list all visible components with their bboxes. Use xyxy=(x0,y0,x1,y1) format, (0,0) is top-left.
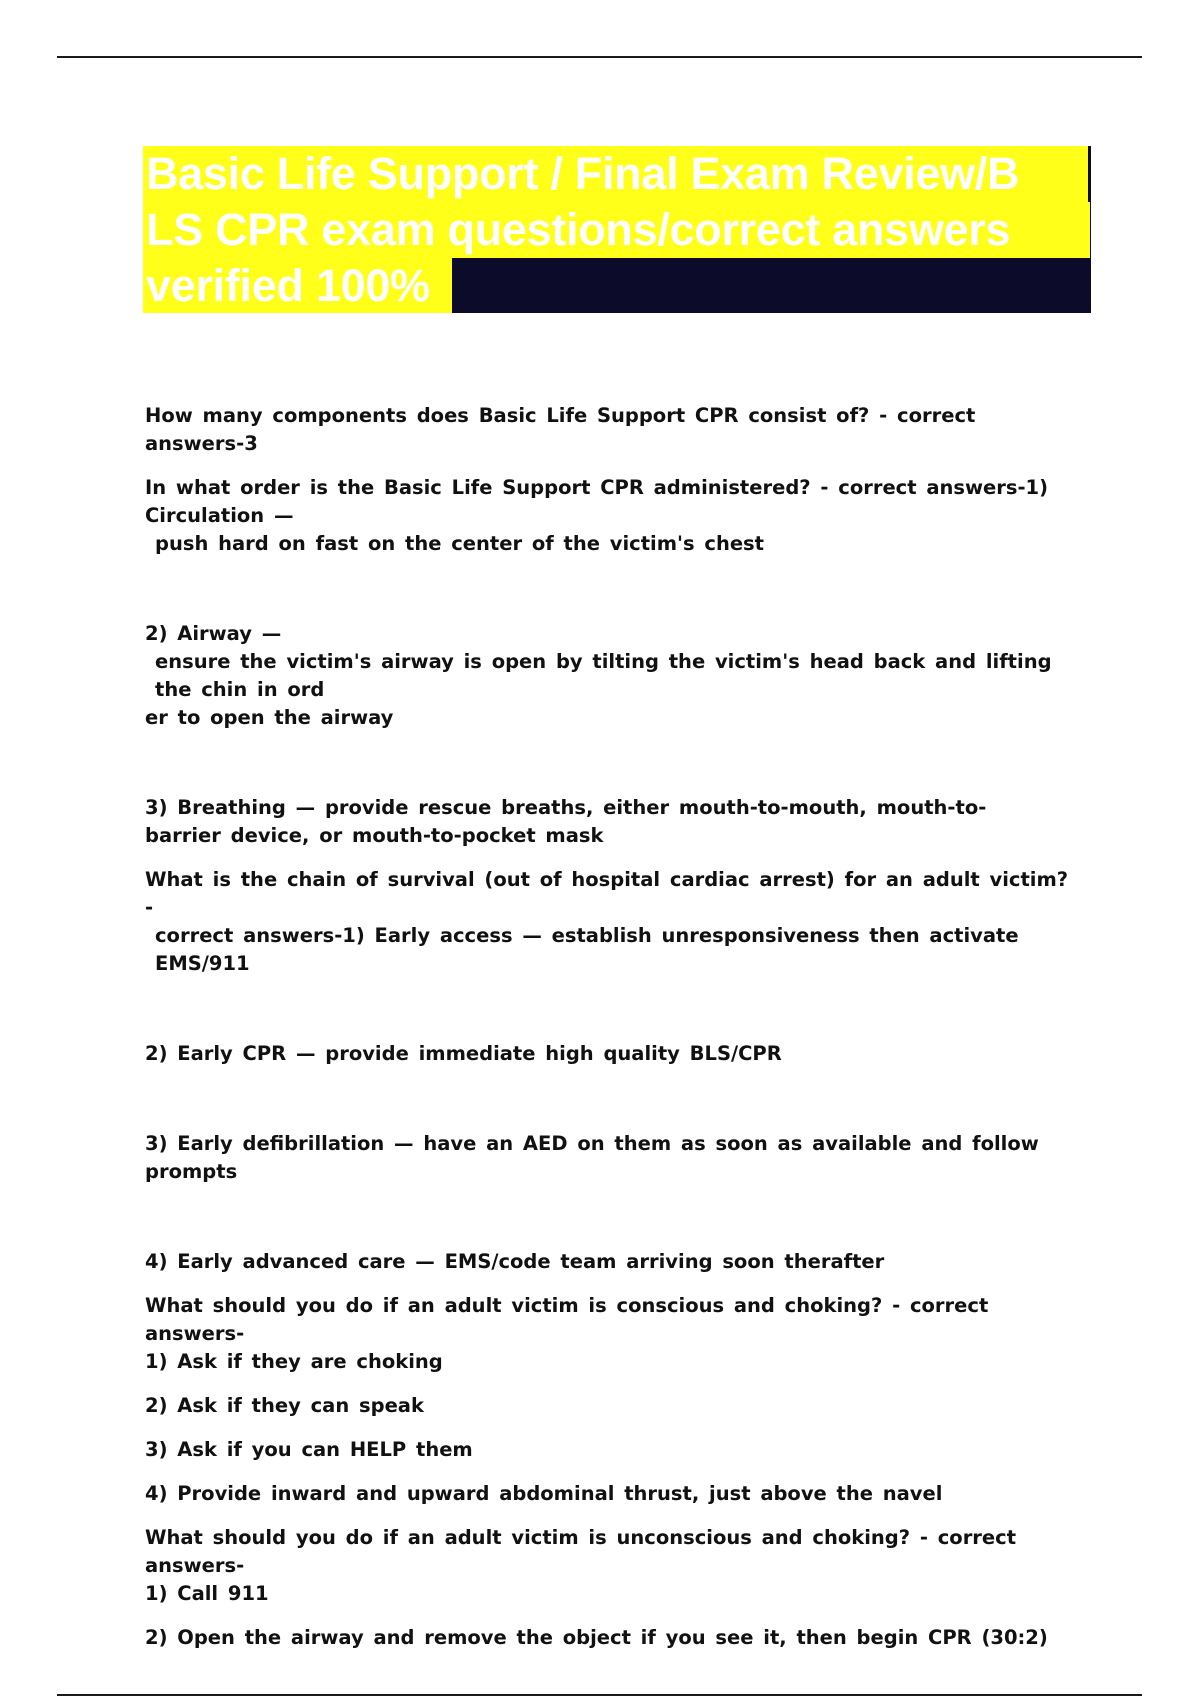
answer-early-defibrillation-text: 3) Early defibrillation — have an AED on them as soon as available and follow prompts xyxy=(145,1132,1039,1183)
question-conscious-line-2: 1) Ask if they are choking xyxy=(145,1350,443,1373)
answer-open-airway xyxy=(145,1624,1080,1652)
question-chain-line-1: What is the chain of survival (out of hospital cardiac arrest) for an adult victim? - xyxy=(145,868,1069,919)
answer-ask-speak-text: 2) Ask if they can speak xyxy=(145,1394,424,1417)
question-chain-of-survival xyxy=(145,866,1080,978)
question-unconscious-line-1: What should you do if an adult victim is unconscious and choking? - correct answers- xyxy=(145,1526,1017,1577)
answer-breathing-line-2: barrier device, or mouth-to-pocket mask xyxy=(145,824,604,847)
title-line-1: Basic Life Support / Final Exam Review/B xyxy=(143,146,1088,202)
question-order xyxy=(145,474,1080,558)
question-conscious-line-1: What should you do if an adult victim is conscious and choking? - correct answers- xyxy=(145,1294,989,1345)
title-line-2: LS CPR exam questions/correct answers xyxy=(143,202,1090,258)
title-line-3: verified 100% xyxy=(143,258,452,313)
question-components-text: How many components does Basic Life Support CPR consist of? - correct answers-3 xyxy=(145,404,976,455)
answer-ask-help xyxy=(145,1436,1080,1464)
bottom-rule xyxy=(57,1694,1142,1696)
answer-abdominal-thrust xyxy=(145,1480,1080,1508)
answer-breathing xyxy=(145,794,1080,850)
answer-airway-line-1: 2) Airway — xyxy=(145,622,282,645)
answer-breathing-line-1: 3) Breathing — provide rescue breaths, either mouth-to-mouth, mouth-to- xyxy=(145,796,987,819)
answer-open-airway-text: 2) Open the airway and remove the object if you see it, then begin CPR (30:2) xyxy=(145,1626,1048,1649)
answer-ask-speak xyxy=(145,1392,1080,1420)
top-rule xyxy=(57,56,1142,58)
answer-airway-line-3: er to open the airway xyxy=(145,706,394,729)
answer-airway xyxy=(145,620,1080,732)
answer-airway-line-2: ensure the victim's airway is open by tilting the victim's head back and lifting the chin in ord xyxy=(155,650,1052,701)
question-order-line-2: push hard on fast on the center of the victim's chest xyxy=(155,532,764,555)
answer-early-advanced-care-text: 4) Early advanced care — EMS/code team arriving soon therafter xyxy=(145,1250,885,1273)
question-order-line-1: In what order is the Basic Life Support CPR administered? - correct answers-1) Circulation — xyxy=(145,476,1049,527)
question-unconscious-choking xyxy=(145,1524,1080,1608)
answer-early-cpr-text: 2) Early CPR — provide immediate high quality BLS/CPR xyxy=(145,1042,782,1065)
document-title xyxy=(143,146,1091,313)
question-unconscious-line-2: 1) Call 911 xyxy=(145,1582,269,1605)
answer-early-cpr xyxy=(145,1040,1080,1068)
question-chain-line-2: correct answers-1) Early access — establish unresponsiveness then activate EMS/911 xyxy=(155,924,1019,975)
answer-ask-help-text: 3) Ask if you can HELP them xyxy=(145,1438,473,1461)
question-conscious-choking xyxy=(145,1292,1080,1376)
document-body xyxy=(145,402,1080,1668)
question-components xyxy=(145,402,1080,458)
answer-early-defibrillation xyxy=(145,1130,1080,1186)
answer-early-advanced-care xyxy=(145,1248,1080,1276)
answer-abdominal-thrust-text: 4) Provide inward and upward abdominal thrust, just above the navel xyxy=(145,1482,943,1505)
